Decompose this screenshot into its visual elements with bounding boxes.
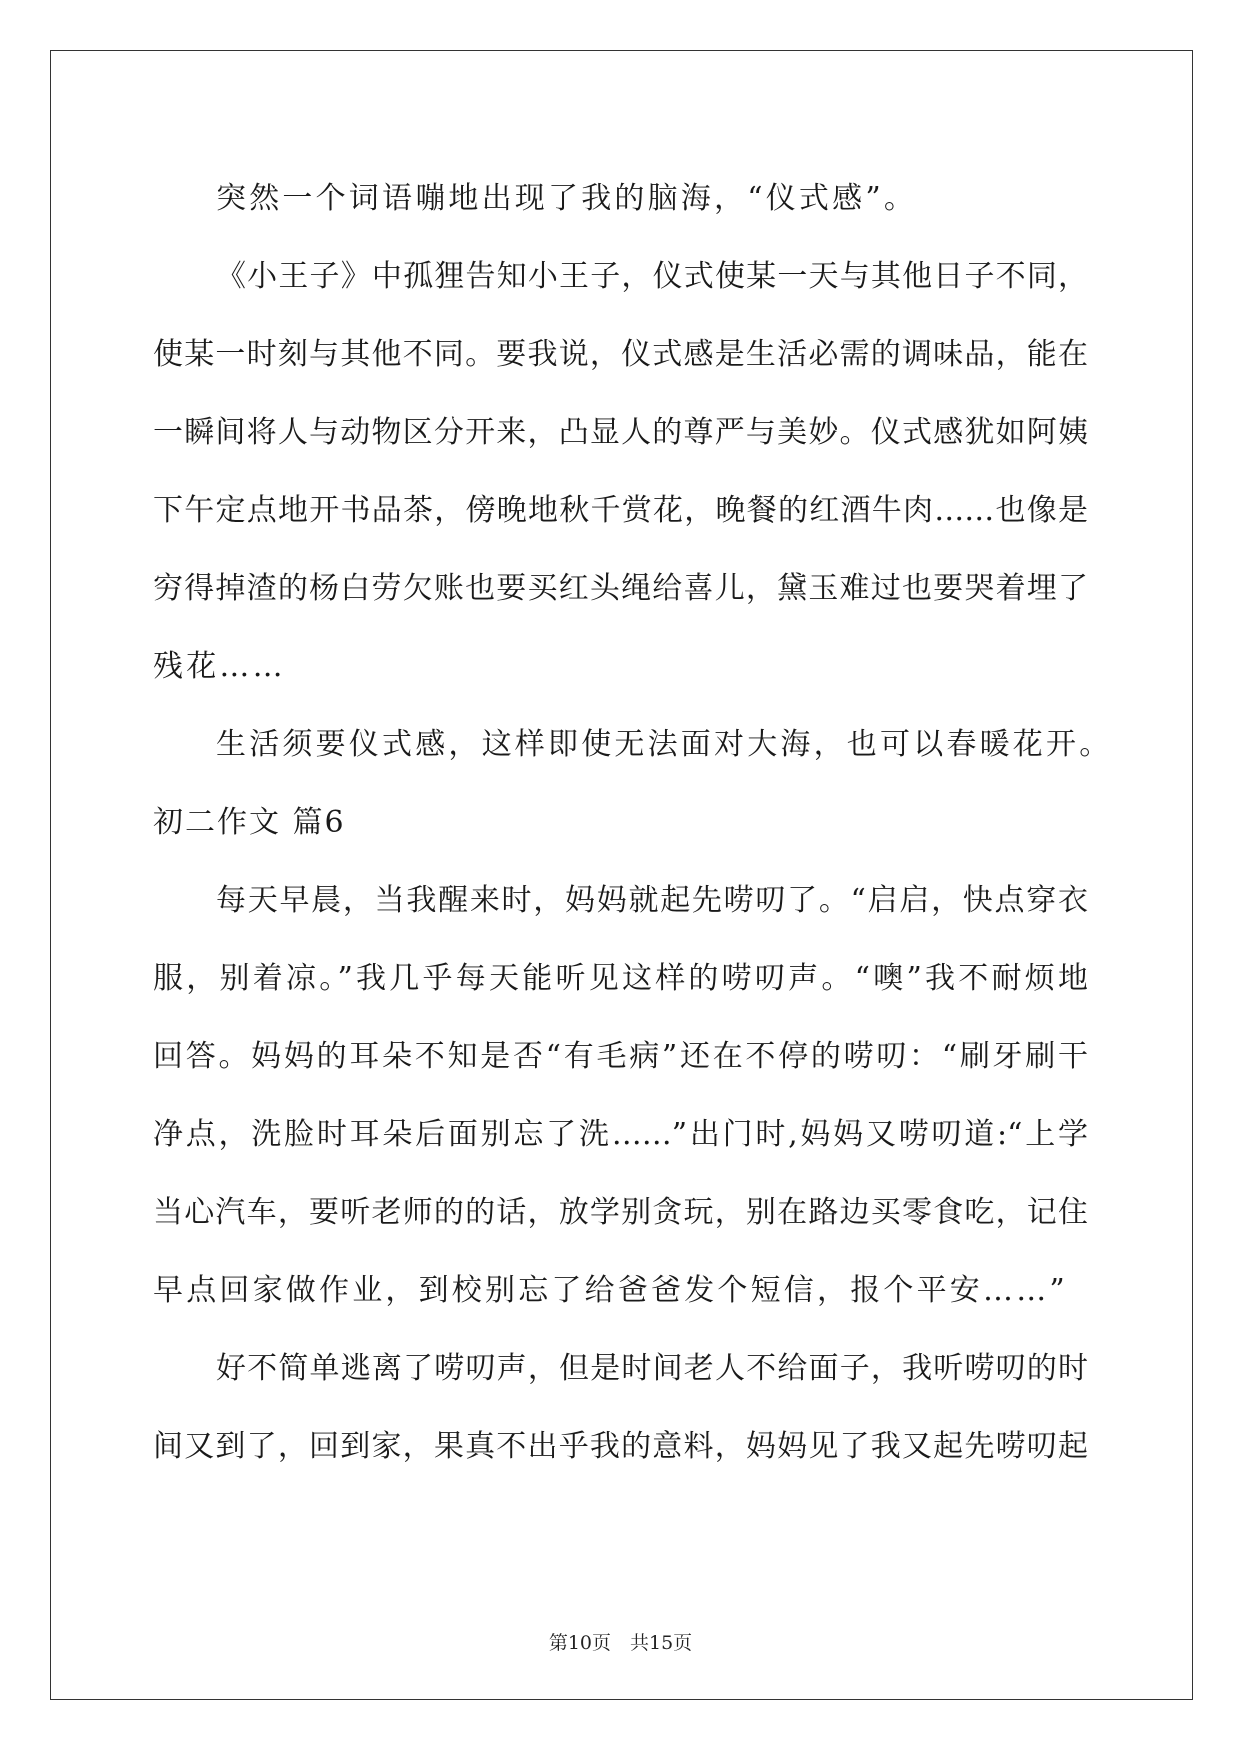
- text-line: 回答。妈妈的耳朵不知是否“有毛病”还在不停的唠叨：“刷牙刷干: [153, 1039, 1088, 1074]
- text-line: 早点回家做作业，到校别忘了给爸爸发个短信，报个平安……”: [153, 1273, 1068, 1308]
- section-heading: 初二作文 篇6: [153, 805, 346, 840]
- text-line: 服，别着凉。”我几乎每天能听见这样的唠叨声。“噢”我不耐烦地: [153, 961, 1088, 996]
- text-line: 使某一时刻与其他不同。要我说，仪式感是生活必需的调味品，能在: [153, 337, 1088, 372]
- text-line: 生活须要仪式感，这样即使无法面对大海，也可以春暖花开。: [216, 727, 1113, 762]
- text-line: 突然一个词语嘣地出现了我的脑海，“仪式感”。: [216, 181, 918, 216]
- text-line: 净点，洗脸时耳朵后面别忘了洗……”出门时,妈妈又唠叨道:“上学: [153, 1117, 1088, 1152]
- text-line: 穷得掉渣的杨白劳欠账也要买红头绳给喜儿，黛玉难过也要哭着埋了: [153, 571, 1088, 606]
- text-line: 间又到了，回到家，果真不出乎我的意料，妈妈见了我又起先唠叨起: [153, 1429, 1088, 1464]
- document-body: [153, 160, 1113, 1486]
- text-line: 残花……: [153, 649, 286, 684]
- text-line: 下午定点地开书品茶，傍晚地秋千赏花，晚餐的红酒牛肉……也像是: [153, 493, 1088, 528]
- page-number-footer: 第10页 共15页: [548, 1632, 693, 1654]
- text-line: 好不简单逃离了唠叨声，但是时间老人不给面子，我听唠叨的时: [216, 1351, 1088, 1386]
- text-line: 每天早晨，当我醒来时，妈妈就起先唠叨了。“启启，快点穿衣: [216, 883, 1088, 918]
- text-line: 《小王子》中孤狸告知小王子，仪式使某一天与其他日子不同，: [216, 259, 1088, 294]
- text-line: 一瞬间将人与动物区分开来，凸显人的尊严与美妙。仪式感犹如阿姨: [153, 415, 1088, 450]
- text-line: 当心汽车，要听老师的的话，放学别贪玩，别在路边买零食吃，记住: [153, 1195, 1088, 1230]
